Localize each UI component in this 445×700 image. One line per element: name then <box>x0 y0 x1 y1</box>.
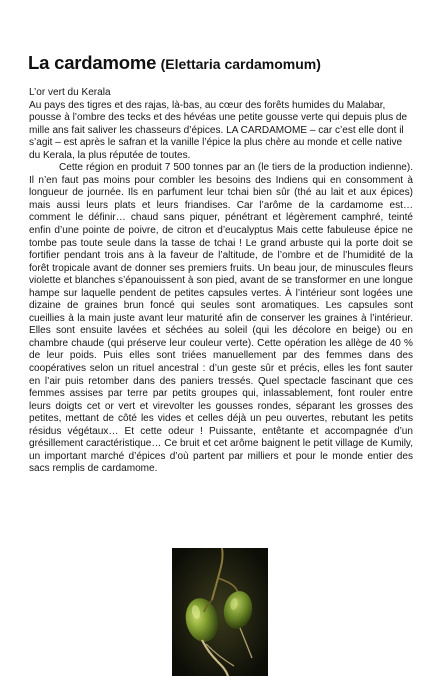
title-latin-name: (Elettaria cardamomum) <box>160 56 321 72</box>
title-main: La cardamome <box>28 52 157 73</box>
article-body <box>29 87 413 476</box>
cardamom-pods-image <box>172 548 268 676</box>
article-title <box>28 52 428 74</box>
paragraph-main: Cette région en produit 7 500 tonnes par an (le tiers de la production indienne). Il n’en faut pas moins pour combler les besoins des Indiens qui en consomment à longueur de journée. Ils en parfument leur tchai bien sûr (thé au lait et aux épices) mais aussi leurs plats et leurs friandises. Car l’arôme de la cardamome est… comment le définir… chaud sans piquer, pénétrant et légèrement camphré, teinté enfin d’une pointe de poivre, de citron et d’eucalyptus Mais cette fabuleuse épice ne tombe pas toute seule dans la tasse de tchai ! Le grand arbuste qui la porte doit se fortifier pendant trois ans à la faveur de l’altitude, de l’ombre et de l’humidité de la forêt tropicale avant de donner ses premiers fruits. Un beau jour, de minuscules fleurs violette et blanches s’épanouissent à son pied, avant de se transformer en une longue hampe sur laquelle pendent de petites capsules vertes. À l’intérieur sont logées une dizaine de graines brun foncé qui seules sont aromatiques. Les capsules sont cueillies à la main juste avant leur maturité afin de conserver les graines à l’intérieur. Elles sont ensuite lavées et séchées au soleil (qui les décolore en beige) ou en chambre chaude (qui préserve leur couleur verte). Cette opération les allège de 40 % de leur poids. Puis elles sont triées manuellement par des femmes dans des coopératives selon un rituel ancestral : d’un geste sûr et précis, elles les font sauter en l’air puis retomber dans des paniers tressés. Quel spectacle fascinant que ces femmes assises par terre par petits groupes qui, inlassablement, font rouler entre leurs doigts cet or vert et virevolter les gousses rondes, séparant les grosses des petites, mettant de côté les vides et celles déjà un peu ouvertes, rebutant les petits résidus végétaux… Et cette odeur ! Puissante, entêtante et accompagnée d’un grésillement caractéristique… Ce bruit et cet arôme baignent le petit village de Kumily, un important marché d’épices d’où partent par milliers et pour le monde entier des sacs remplis de cardamome. <box>29 162 413 475</box>
article-subtitle: L’or vert du Kerala <box>29 87 111 98</box>
cardamom-photo <box>172 548 268 676</box>
paragraph-intro: Au pays des tigres et des rajas, là-bas, au cœur des forêts humides du Malabar, pousse à l’ombre des tecks et des hévéas une petite gousse verte qui depuis plus de mille ans fait saliver les chasseurs d’épices. LA CARDAMOME – car c’est elle dont il s’agit – est après le safran et la vanille l’épice la plus chère au monde et celle native du Kerala, la plus réputée de toutes. <box>29 99 408 161</box>
